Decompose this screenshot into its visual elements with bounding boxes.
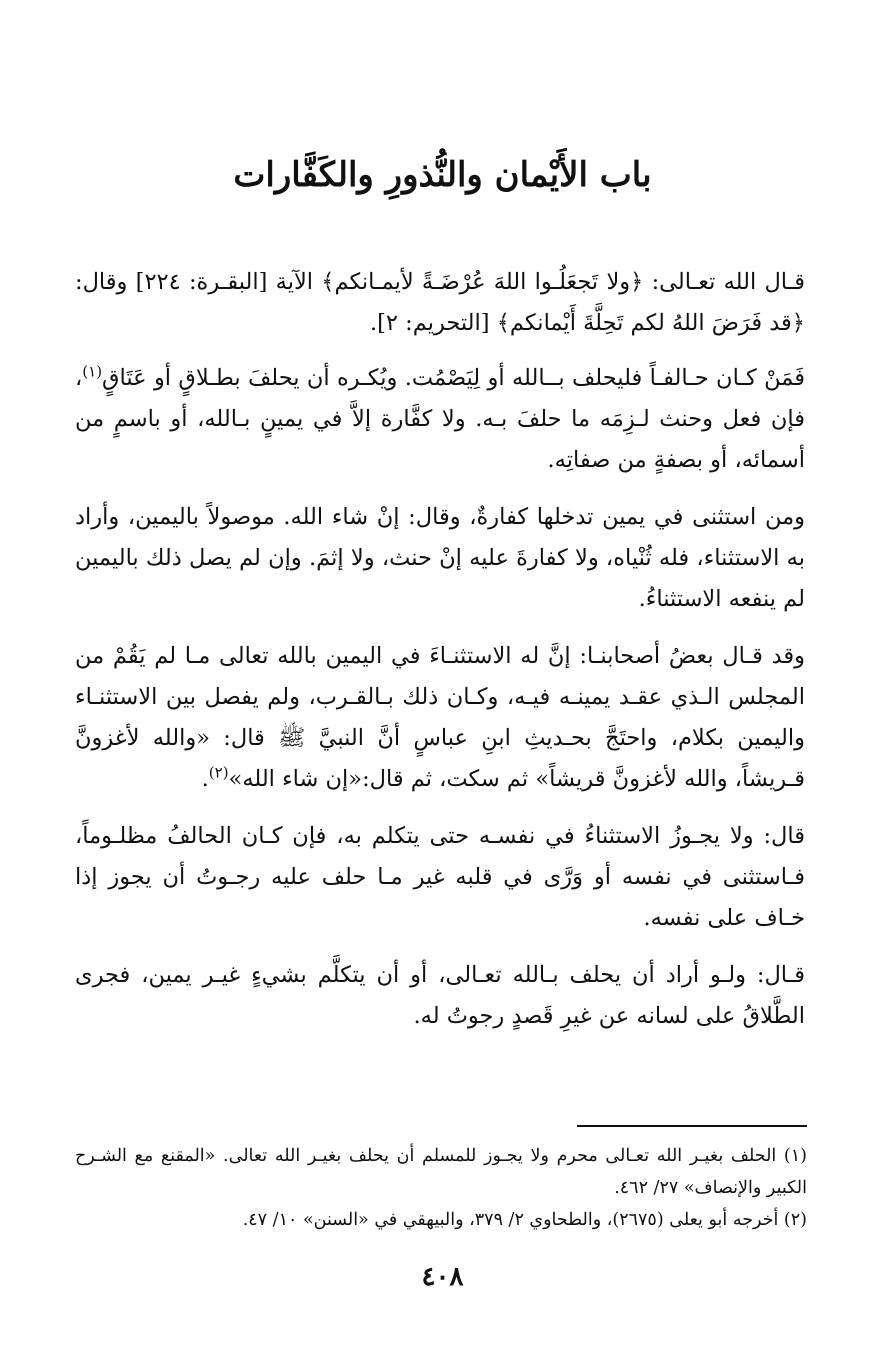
paragraph-companions-text: وقد قـال بعضُ أصحابنـا: إنَّ له الاستثنـاءَ في اليمين بالله تعالى مـا لم يَقُمْ من المجلس الـذي عقـد يمينـه فيـه، وكـان ذلك بـالقـرب، ولم يفصل بين الاستثنـاء واليمين بكلام، واحتَجَّ بحـديثِ ابنِ عباسٍ أنَّ النبيَّ ﷺ قال: «والله لأغزونَّ قـريشاً، والله لأغزونَّ قريشاً» ثم سكت، ثم قال:«إن شاء الله»: [75, 643, 805, 792]
page-number: ٤٠٨: [421, 1262, 464, 1292]
chapter-title: باب الأَيْمان والنُّذورِ والكَفَّارات: [233, 155, 652, 195]
paragraph-silent-exception: قال: ولا يجـوزُ الاستثناءُ في نفسـه حتى يتكلم به، فإن كـان الحالفُ مظلـوماً، فـاستثنى في نفسه أو وَرَّى في قلبه غير مـا حلف عليه رجـوتُ أن يجوز إذا خـاف على نفسه.: [75, 823, 805, 931]
footnote-ref-2: (٢): [208, 763, 229, 782]
footnote-2: (٢) أخرجه أبو يعلى (٢٦٧٥)، والطحاوي ٢/ ٣٧٩، والبيهقي في «السنن» ١٠/ ٤٧.: [242, 1210, 807, 1230]
main-text: [75, 262, 805, 1053]
paragraph-exception: ومن استثنى في يمين تدخلها كفارةٌ، وقال: إنْ شاء الله. موصولاً باليمين، وأراد به الاستثناء، فله ثُنْياه، ولا كفارةَ عليه إنْ حنث، ولا إثمَ. وإن لم يصل ذلك باليمين لم ينفعه الاستثناءُ.: [75, 504, 805, 612]
footnote-1: (١) الحلف بغيـر الله تعـالى محرم ولا يجـوز للمسلم أن يحلف بغيـر الله تعالى. «المقنع مع الشـرح الكبير والإنصاف» ٢٧/ ٤٦٢.: [75, 1146, 807, 1198]
paragraph-companions-end: .: [201, 766, 209, 792]
footnotes: [75, 1140, 807, 1236]
footnote-ref-1: (١): [82, 362, 103, 381]
paragraph-oath-conditions: [75, 358, 805, 481]
footnote-separator: [577, 1125, 807, 1127]
paragraph-oath-part-b: ، فإن فعل وحنث لـزِمَه ما حلفَ بـه. ولا كفَّارة إلاَّ في يمينٍ بـالله، أو باسمٍ من أسمائه، أو بصفةٍ من صفاتِه.: [75, 365, 805, 473]
paragraph-oath-part-a: فَمَنْ كـان حـالفـاً فليحلف بــالله أو لِيَصْمُت. ويُكـره أن يحلفَ بطـلاقٍ أو عَتَاقٍ: [102, 365, 805, 391]
paragraph-quran-verses: قـال الله تعـالى: ﴿ولا تَجعَلُـوا اللهَ عُرْضَـةً لأيمـانكم﴾ الآية [البقـرة: ٢٢٤] وقال: ﴿قد فَرَضَ اللهُ لكم تَحِلَّةَ أَيْمانكم﴾ [التحريم: ٢].: [75, 269, 805, 336]
paragraph-companions-opinion: [75, 636, 805, 800]
paragraph-unintended-divorce: قـال: ولـو أراد أن يحلف بـالله تعـالى، أو أن يتكلَّم بشيءٍ غيـر يمين، فجرى الطَّلاقُ على لسانه عن غيرِ قَصدٍ رجوتُ له.: [75, 962, 805, 1029]
